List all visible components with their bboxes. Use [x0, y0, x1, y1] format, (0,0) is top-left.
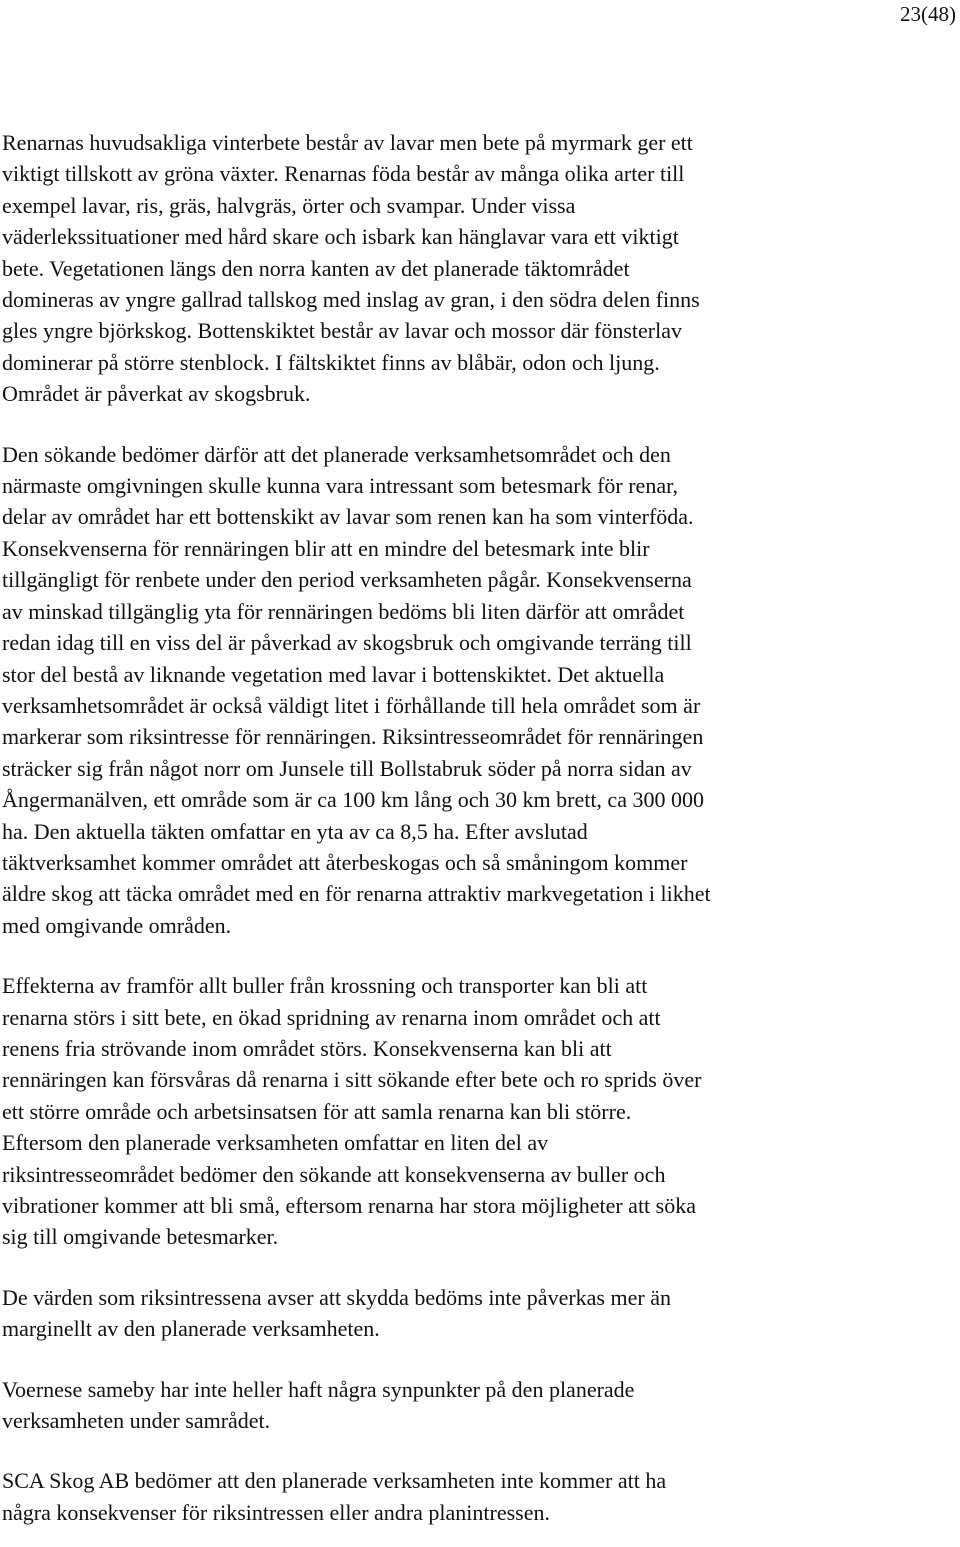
text-line: närmaste omgivningen skulle kunna vara intressant som betesmark för renar,	[2, 473, 679, 499]
text-line: dominerar på större stenblock. I fältskiktet finns av blåbär, odon och ljung.	[2, 349, 660, 375]
text-line: redan idag till en viss del är påverkad av skogsbruk och omgivande terräng till	[2, 630, 692, 656]
text-line: Effekterna av framför allt buller från krossning och transporter kan bli att	[2, 973, 648, 999]
text-line: några konsekvenser för riksintressen eller andra planintressen.	[2, 1499, 550, 1525]
paragraph-sca-conclusion	[2, 1465, 960, 1528]
page-number: 23(48)	[900, 2, 956, 26]
paragraph-sameby-consultation	[2, 1374, 960, 1437]
text-line: riksintresseområdet bedömer den sökande att konsekvenserna av buller och	[2, 1161, 666, 1187]
text-line: Voernese sameby har inte heller haft några synpunkter på den planerade	[2, 1376, 635, 1402]
text-line: bete. Vegetationen längs den norra kanten av det planerade täktområdet	[2, 255, 630, 281]
text-line: täktverksamhet kommer området att återbeskogas och så småningom kommer	[2, 849, 688, 875]
text-line: renarna störs i sitt bete, en ökad spridning av renarna inom området och att	[2, 1004, 661, 1030]
paragraph-national-interest-values	[2, 1282, 960, 1345]
text-line: väderlekssituationer med hård skare och isbark kan hänglavar vara ett viktigt	[2, 224, 679, 250]
text-line: rennäringen kan försvåras då renarna i sitt sökande efter bete och ro sprids över	[2, 1067, 702, 1093]
text-line: markerar som riksintresse för rennäringen. Riksintresseområdet för rennäringen	[2, 724, 704, 750]
text-line: ett större område och arbetsinsatsen för att samla renarna kan bli större.	[2, 1098, 632, 1124]
text-line: exempel lavar, ris, gräs, halvgräs, örter och svampar. Under vissa	[2, 192, 576, 218]
paragraph-noise-effects	[2, 970, 960, 1253]
text-line: domineras av yngre gallrad tallskog med inslag av gran, i den södra delen finns	[2, 287, 700, 313]
text-line: verksamheten under samrådet.	[2, 1408, 271, 1434]
text-line: med omgivande områden.	[2, 912, 232, 938]
text-line: Området är påverkat av skogsbruk.	[2, 381, 311, 407]
text-line: sig till omgivande betesmarker.	[2, 1224, 279, 1250]
text-line: SCA Skog AB bedömer att den planerade verksamheten inte kommer att ha	[2, 1468, 667, 1494]
text-line: ha. Den aktuella täkten omfattar en yta av ca 8,5 ha. Efter avslutad	[2, 818, 588, 844]
text-line: vibrationer kommer att bli små, eftersom renarna har stora möjligheter att söka	[2, 1193, 696, 1218]
text-line: gles yngre björkskog. Bottenskiktet består av lavar och mossor där fönsterlav	[2, 318, 683, 344]
paragraph-reindeer-grazing	[2, 127, 960, 410]
text-line: av minskad tillgänglig yta för rennäringen bedöms bli liten därför att området	[2, 598, 685, 624]
text-line: marginellt av den planerade verksamheten.	[2, 1316, 380, 1342]
text-line: Konsekvenserna för rennäringen blir att en mindre del betesmark inte blir	[2, 535, 650, 561]
text-line: viktigt tillskott av gröna växter. Renarnas föda består av många olika arter till	[2, 161, 685, 187]
text-line: verksamhetsområdet är också väldigt litet i förhållande till hela området som är	[2, 692, 701, 718]
text-line: äldre skog att täcka området med en för renarna attraktiv markvegetation i likhet	[2, 881, 711, 907]
text-line: renens fria strövande inom området störs. Konsekvenserna kan bli att	[2, 1035, 612, 1061]
text-line: tillgängligt för renbete under den period verksamheten pågår. Konsekvenserna	[2, 567, 692, 593]
text-line: delar av området har ett bottenskikt av lavar som renen kan ha som vinterföda.	[2, 504, 694, 530]
document-body	[2, 127, 960, 1528]
text-line: Den sökande bedömer därför att det planerade verksamhetsområdet och den	[2, 441, 671, 467]
paragraph-applicant-assessment	[2, 439, 960, 942]
text-line: De värden som riksintressena avser att skydda bedöms inte påverkas mer än	[2, 1284, 671, 1310]
text-line: stor del bestå av liknande vegetation med lavar i bottenskiktet. Det aktuella	[2, 661, 665, 687]
text-line: Renarnas huvudsakliga vinterbete består av lavar men bete på myrmark ger ett	[2, 130, 693, 155]
text-line: sträcker sig från något norr om Junsele till Bollstabruk söder på norra sidan av	[2, 755, 692, 781]
text-line: Ångermanälven, ett område som är ca 100 km lång och 30 km brett, ca 300 000	[2, 787, 704, 813]
text-line: Eftersom den planerade verksamheten omfattar en liten del av	[2, 1130, 549, 1156]
